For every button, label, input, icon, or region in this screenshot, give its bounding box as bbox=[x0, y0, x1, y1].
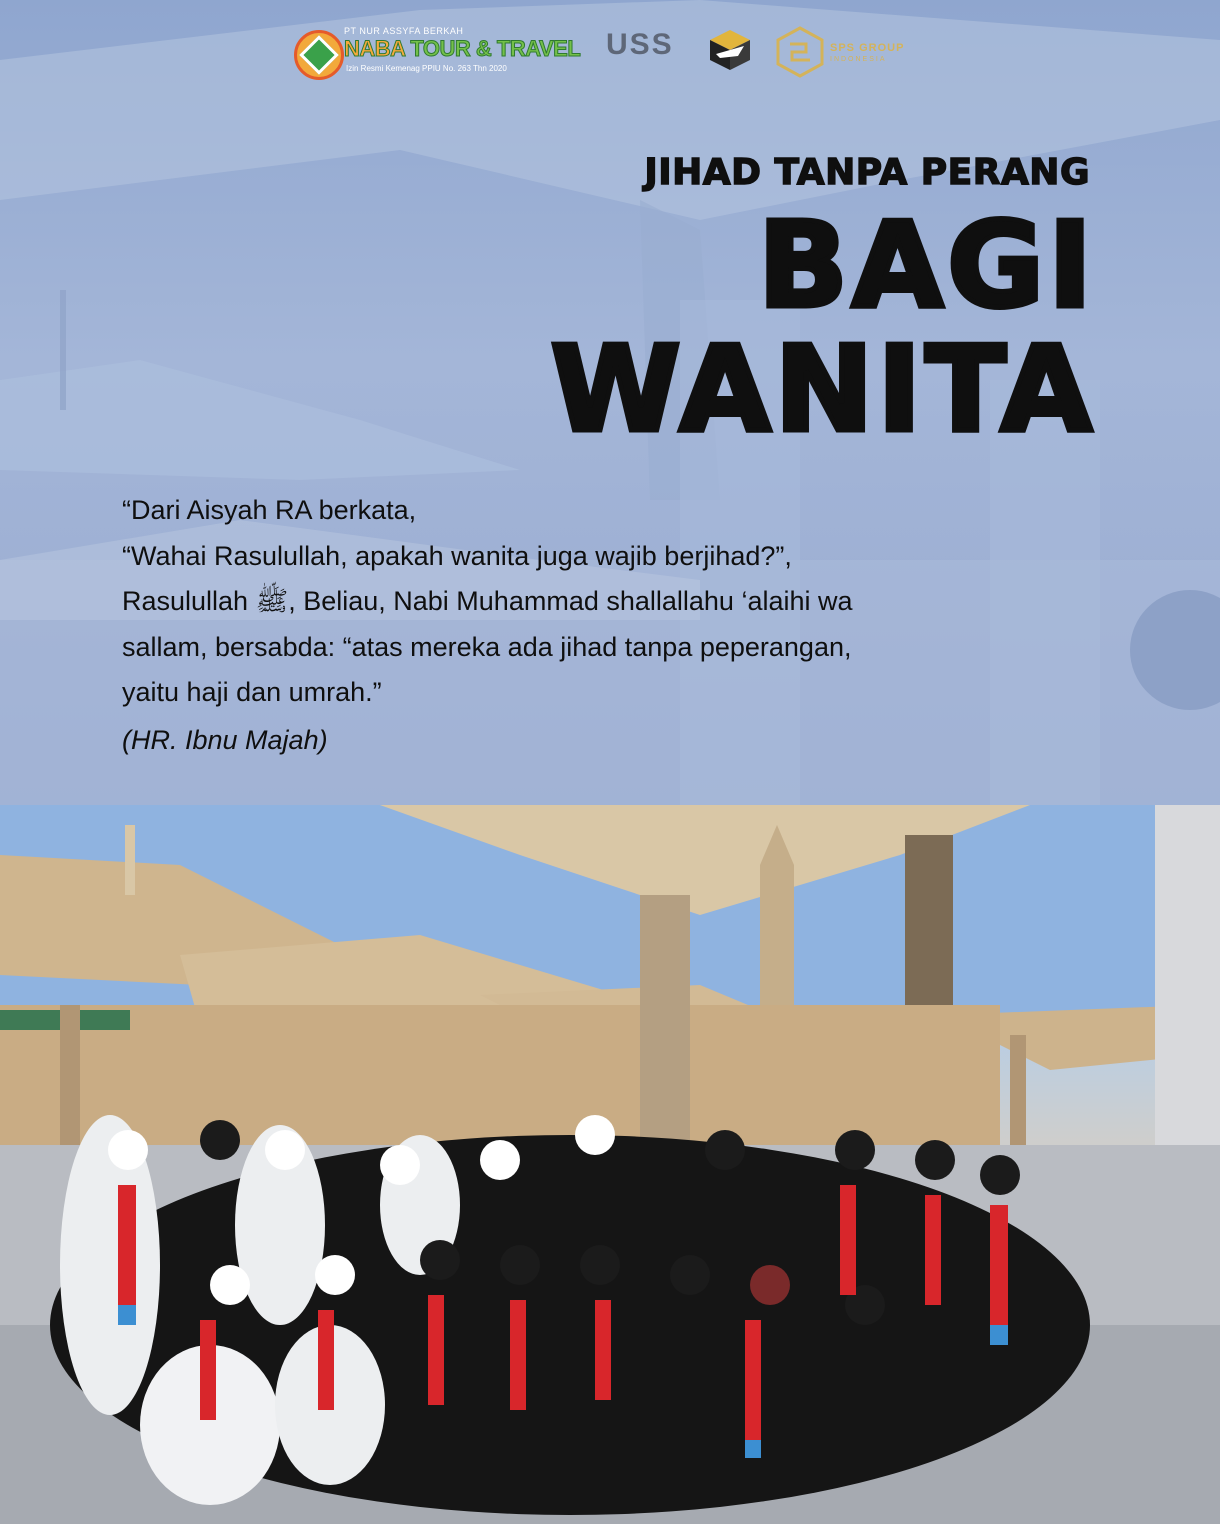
quote-line: Rasulullah ﷺ, Beliau, Nabi Muhammad shallallahu ‘alaihi wa bbox=[122, 586, 853, 616]
quote-line: “Dari Aisyah RA berkata, bbox=[122, 495, 417, 525]
quote-line: sallam, bersabda: “atas mereka ada jihad tanpa peperangan, bbox=[122, 631, 852, 662]
naba-brand-part1: NABA bbox=[344, 36, 405, 61]
uss-logo bbox=[606, 22, 756, 82]
quote-line: “Wahai Rasulullah, apakah wanita juga wajib berjihad?”, bbox=[122, 540, 792, 571]
headline-title-line2: WANITA bbox=[550, 320, 1096, 458]
quote-line: yaitu haji dan umrah.” bbox=[122, 677, 382, 707]
quote-source: (HR. Ibnu Majah) bbox=[122, 724, 328, 755]
group-photo bbox=[0, 805, 1220, 1524]
hadith-quote bbox=[122, 488, 1022, 763]
sps-brand-sub: INDONESIA bbox=[830, 56, 887, 63]
logo-bar bbox=[292, 22, 932, 82]
naba-emblem-icon bbox=[294, 30, 344, 80]
naba-brand-part2: TOUR & TRAVEL bbox=[410, 36, 581, 61]
naba-brand-name bbox=[344, 36, 580, 62]
naba-company-name: PT NUR ASSYFA BERKAH bbox=[344, 26, 464, 36]
headline-subtitle: JIHAD TANPA PERANG bbox=[644, 152, 1090, 193]
naba-license-text: Izin Resmi Kemenag PPIU No. 263 Thn 2020 bbox=[346, 64, 507, 73]
sps-emblem-icon bbox=[776, 26, 824, 78]
uss-brand-name: USS bbox=[606, 28, 674, 61]
naba-tour-logo bbox=[292, 22, 592, 82]
sps-group-logo bbox=[776, 22, 926, 82]
pilgrims-group-photo-image bbox=[0, 805, 1220, 1524]
headline-title-line1: BAGI bbox=[757, 196, 1096, 334]
sps-brand-name: SPS GROUP bbox=[830, 42, 905, 54]
uss-cube-icon bbox=[708, 28, 752, 72]
